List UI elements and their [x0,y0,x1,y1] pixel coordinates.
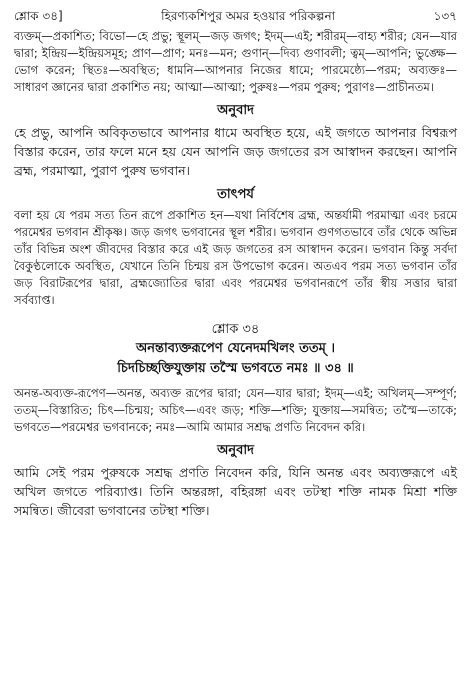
purport-heading: তাৎপর্য [217,187,254,202]
synonyms-verse-34: অনন্ত-অব্যক্ত-রূপেণ—অনন্ত, অব্যক্ত রূপের দ্বারা; যেন—যার দ্বারা; ইদম্—এই; অখিলম্—সম্পূর্ণ; ততম্—বিস্তারিত; চিৎ—চিন্ময়; অচিৎ—এবং জড়; শক্তি—শক্তি; যুক্তায়—সমন্বিত; তস্মৈ—তাকে; ভগবতে—পরমেশ্বর ভগবানকে; নমঃ—আমি আমার সশ্রদ্ধ প্রণতি নিবেদন করি। [14,386,457,434]
header-chapter-title: হিরণ্যকশিপুর অমর হওয়ার পরিকল্পনা [161,9,336,23]
verse-label: শ্লোক ৩৪ [211,322,260,337]
translation-verse-34: আমি সেই পরম পুরুষকে সশ্রদ্ধ প্রণতি নিবেদন করি, যিনি অনন্ত এবং অব্যক্তরূপে এই অখিল জগতে পরিব্যাপ্ত। তিনি অন্তরঙ্গা, বহিরঙ্গা এবং তটস্থা শক্তি নামক মিশ্রা শক্তি সমন্বিত। জীবেরা ভগবানের তটস্থা শক্তি। [14,465,457,518]
translation-verse-33: হে প্রভু, আপনি অবিকৃতভাবে আপনার ধামে অবস্থিত হয়ে, এই জগতে আপনার বিশ্বরূপ বিস্তার করেন, তার ফলে মনে হয় যেন আপনি জড় জগতের রস আস্বাদন করছেন। আপনি ব্রহ্ম, পরমাত্মা, পুরাণ পুরুষ ভগবান। [14,125,457,178]
page-header [14,8,457,24]
synonyms-verse-33: ব্যক্তম্—প্রকাশিত; বিভো—হে প্রভু; স্থূলম্—জড় জগৎ; ইদম্—এই; শরীরম্—বাহ্য শরীর; যেন—যার দ্বারা; ইন্দ্রিয়—ইন্দ্রিয়সমূহ; প্রাণ—প্রাণ; মনঃ—মন; গুণান্—দিব্য গুণাবলী; ত্বম্—আপনি; ভুঙ্ক্ষে—ভোগ করেন; স্থিতঃ—অবস্থিত; ধামনি—আপনার নিজের ধামে; পারমেষ্ঠ্যে—পরম; অব্যক্তঃ—সাধারণ জ্ঞানের দ্বারা প্রকাশিত নয়; আত্মা—আত্মা; পুরুষঃ—পরম পুরুষ; পুরাণঃ—প্রাচীনতম। [14,29,457,94]
header-page-number: ১৩৭ [433,9,457,23]
verse-line-1: অনন্তাব্যক্তরূপেণ যেনেদমখিলং ততম্ । [135,341,336,356]
verse-line-2: চিদচিচ্ছক্তিযুক্তায় তস্মৈ ভগবতে নমঃ ॥ ৩৪ ॥ [117,361,354,376]
translation-heading-2: অনুবাদ [217,443,254,458]
translation-heading: অনুবাদ [217,103,254,118]
purport-text: বলা হয় যে পরম সত্য তিন রূপে প্রকাশিত হন—যথা নির্বিশেষ ব্রহ্ম, অন্তর্যামী পরমাত্মা এবং চরমে পরমেশ্বর ভগবান শ্রীকৃষ্ণ। জড় জগৎ ভগবানের স্থূল শরীর। ভগবান গুণগতভাবে তাঁর থেকে অভিন্ন তাঁর বিভিন্ন অংশ জীবদের বিস্তার করে এই জড় জগতের রস আস্বাদন করেন। ভগবান কিন্তু সর্বদা বৈকুণ্ঠলোকে অবস্থিত, যেখানে তিনি চিন্ময় রস উপভোগ করেন। অতএব পরম সত্য ভগবান তাঁর জড় বিরাটরূপের দ্বারা, ব্রহ্মজ্যোতির দ্বারা এবং পরমেশ্বর ভগবানরূপে তাঁর স্বীয় সত্তার দ্বারা সর্বব্যাপ্ত। [14,208,457,307]
header-verse-ref: শ্লোক ৩৪] [14,9,63,23]
